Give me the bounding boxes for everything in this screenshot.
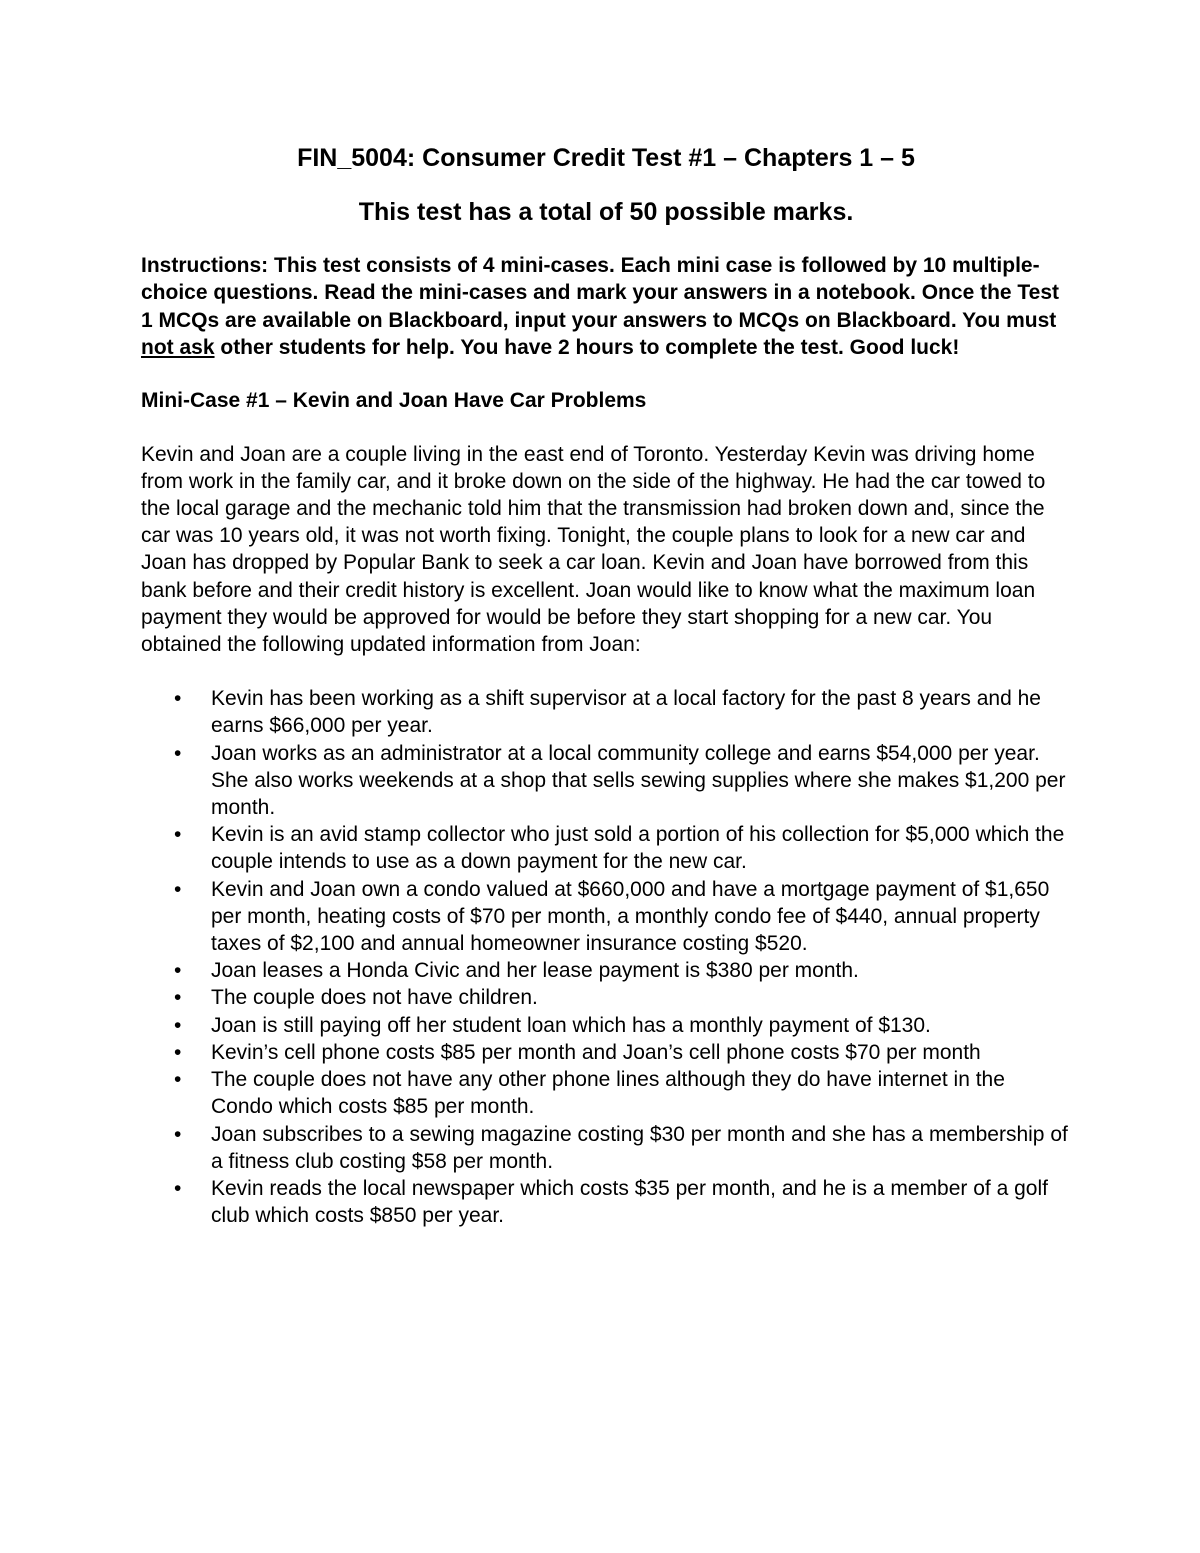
bullet-icon: •	[174, 959, 182, 983]
list-item-text: Kevin is an avid stamp collector who just sold a portion of his collection for $5,000 which the couple intends to use as a down payment for the new car.	[211, 823, 1065, 874]
mini-case-heading: Mini-Case #1 – Kevin and Joan Have Car Problems	[141, 388, 647, 412]
document-title: FIN_5004: Consumer Credit Test #1 – Chapters 1 – 5	[297, 144, 915, 172]
instructions-text-end: other students for help. You have 2 hours to complete the test. Good luck!	[214, 336, 960, 360]
list-item	[141, 821, 1071, 875]
instructions-text: Instructions: This test consists of 4 mini-cases. Each mini case is followed by 10 multiple-choice questions. Read the mini-cases and mark your answers in a notebook. Once the Test 1 MCQs are available on Blackboard, input your answers to MCQs on Blackboard. You must	[141, 254, 1060, 332]
list-item-text: Kevin reads the local newspaper which costs $35 per month, and he is a member of a golf club which costs $850 per year.	[211, 1176, 1048, 1228]
list-item	[141, 1121, 1071, 1175]
list-item	[141, 876, 1071, 958]
bullet-icon: •	[174, 877, 182, 901]
bullet-icon: •	[174, 1068, 182, 1092]
document-subtitle: This test has a total of 50 possible marks.	[358, 198, 854, 226]
list-item	[141, 740, 1071, 822]
list-item-text: The couple does not have any other phone lines although they do have internet in the Condo which costs $85 per month.	[211, 1068, 1005, 1119]
instructions-paragraph	[141, 252, 1071, 362]
instructions-underlined-text: not ask	[141, 336, 215, 360]
bullet-icon: •	[174, 1040, 182, 1064]
document-page	[141, 140, 1071, 1229]
list-item-text: Kevin and Joan own a condo valued at $660,000 and have a mortgage payment of $1,650 per month, heating costs of $70 per month, a monthly condo fee of $440, annual property taxes of $2,100 and annual homeowner insurance costing $520.	[211, 877, 1050, 956]
facts-list	[141, 685, 1071, 1229]
bullet-icon: •	[174, 1013, 182, 1037]
list-item	[141, 1012, 1071, 1039]
list-item-text: Joan is still paying off her student loan which has a monthly payment of $130.	[211, 1013, 931, 1037]
list-item	[141, 1066, 1071, 1120]
bullet-icon: •	[174, 823, 182, 847]
list-item-text: Joan works as an administrator at a local community college and earns $54,000 per year. She also works weekends at a shop that sells sewing supplies where she makes $1,200 per month.	[211, 741, 1066, 820]
list-item-text: The couple does not have children.	[211, 986, 538, 1010]
list-item	[141, 957, 1071, 984]
mini-case-paragraph: Kevin and Joan are a couple living in the east end of Toronto. Yesterday Kevin was driving home from work in the family car, and it broke down on the side of the highway. He had the car towed to the local garage and the mechanic told him that the transmission had broken down and, since the car was 10 years old, it was not worth fixing. Tonight, the couple plans to look for a new car and Joan has dropped by Popular Bank to seek a car loan. Kevin and Joan have borrowed from this bank before and their credit history is excellent. Joan would like to know what the maximum loan payment they would be approved for would be before they start shopping for a new car. You obtained the following updated information from Joan:	[141, 442, 1046, 657]
list-item	[141, 1175, 1071, 1229]
bullet-icon: •	[174, 741, 182, 765]
bullet-icon: •	[174, 1122, 182, 1146]
bullet-icon: •	[174, 1176, 182, 1200]
list-item	[141, 984, 1071, 1011]
list-item	[141, 685, 1071, 739]
list-item-text: Kevin’s cell phone costs $85 per month and Joan’s cell phone costs $70 per month	[211, 1040, 981, 1064]
list-item-text: Kevin has been working as a shift supervisor at a local factory for the past 8 years and he earns $66,000 per year.	[211, 687, 1041, 738]
list-item-text: Joan leases a Honda Civic and her lease payment is $380 per month.	[211, 959, 859, 983]
list-item-text: Joan subscribes to a sewing magazine costing $30 per month and she has a membership of a fitness club costing $58 per month.	[211, 1122, 1068, 1173]
bullet-icon: •	[174, 986, 182, 1010]
list-item	[141, 1039, 1071, 1066]
bullet-icon: •	[174, 687, 182, 711]
